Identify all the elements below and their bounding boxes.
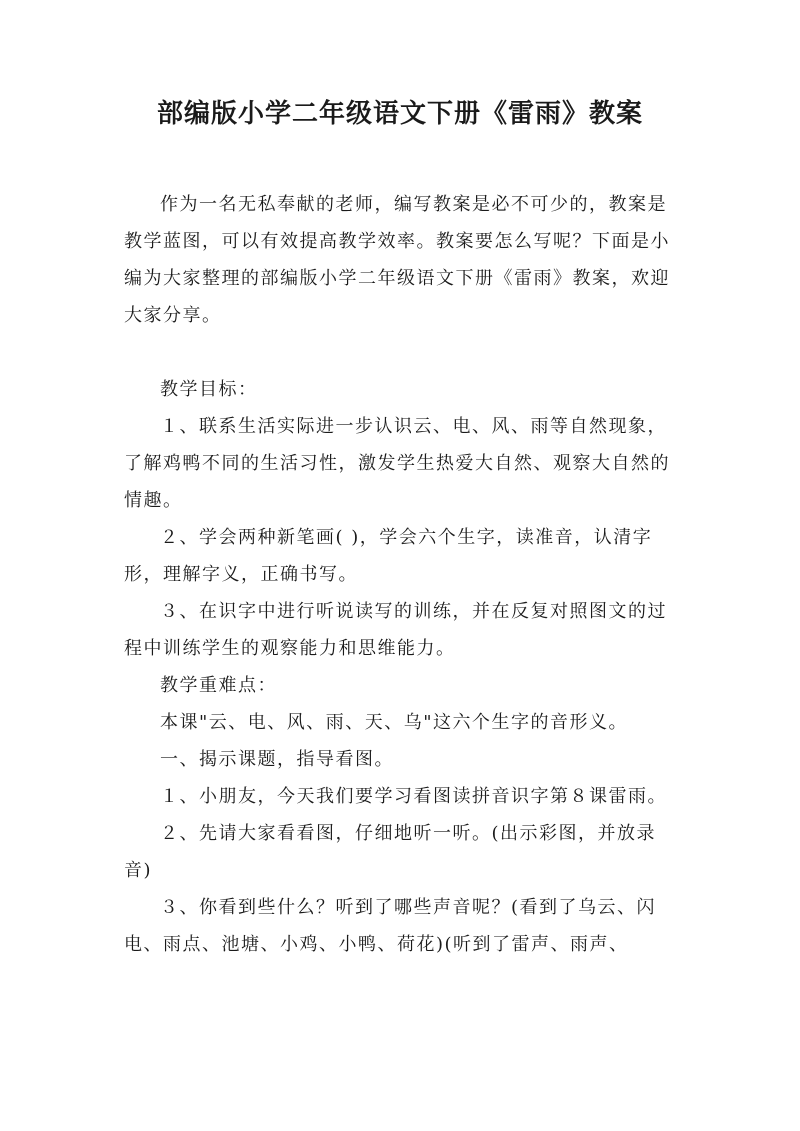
document-title: 部编版小学二年级语文下册《雷雨》教案	[156, 99, 643, 129]
document-body	[124, 186, 684, 963]
step-item-3: ３、你看到些什么？听到了哪些声音呢？(看到了乌云、闪电、雨点、池塘、小鸡、小鸭、荷花)(听到了雷声、雨声、	[124, 897, 657, 955]
goal-item-3: ３、在识字中进行听说读写的训练，并在反复对照图文的过程中训练学生的观察能力和思维能力。	[124, 601, 667, 659]
goal-item-2: ２、学会两种新笔画( )，学会六个生字，读准音，认清字形，理解字义，正确书写。	[124, 527, 653, 585]
section-1-heading: 一、揭示课题，指导看图。	[160, 749, 394, 770]
step-item-1: １、小朋友，今天我们要学习看图读拼音识字第８课雷雨。	[160, 786, 667, 807]
intro-paragraph: 作为一名无私奉献的老师，编写教案是必不可少的，教案是教学蓝图，可以有效提高教学效率。教案要怎么写呢？下面是小编为大家整理的部编版小学二年级语文下册《雷雨》教案，欢迎大家分享。	[124, 194, 670, 326]
key-point-text: 本课"云、电、风、雨、天、乌"这六个生字的音形义。	[160, 712, 629, 733]
key-points-heading: 教学重难点：	[160, 675, 277, 696]
goals-heading: 教学目标：	[160, 379, 258, 400]
paragraph-spacer	[124, 334, 684, 371]
goal-item-1: １、联系生活实际进一步认识云、电、风、雨等自然现象，了解鸡鸭不同的生活习性，激发学生热爱大自然、观察大自然的情趣。	[124, 416, 670, 511]
step-item-2: ２、先请大家看看图，仔细地听一听。(出示彩图，并放录音)	[124, 823, 657, 881]
